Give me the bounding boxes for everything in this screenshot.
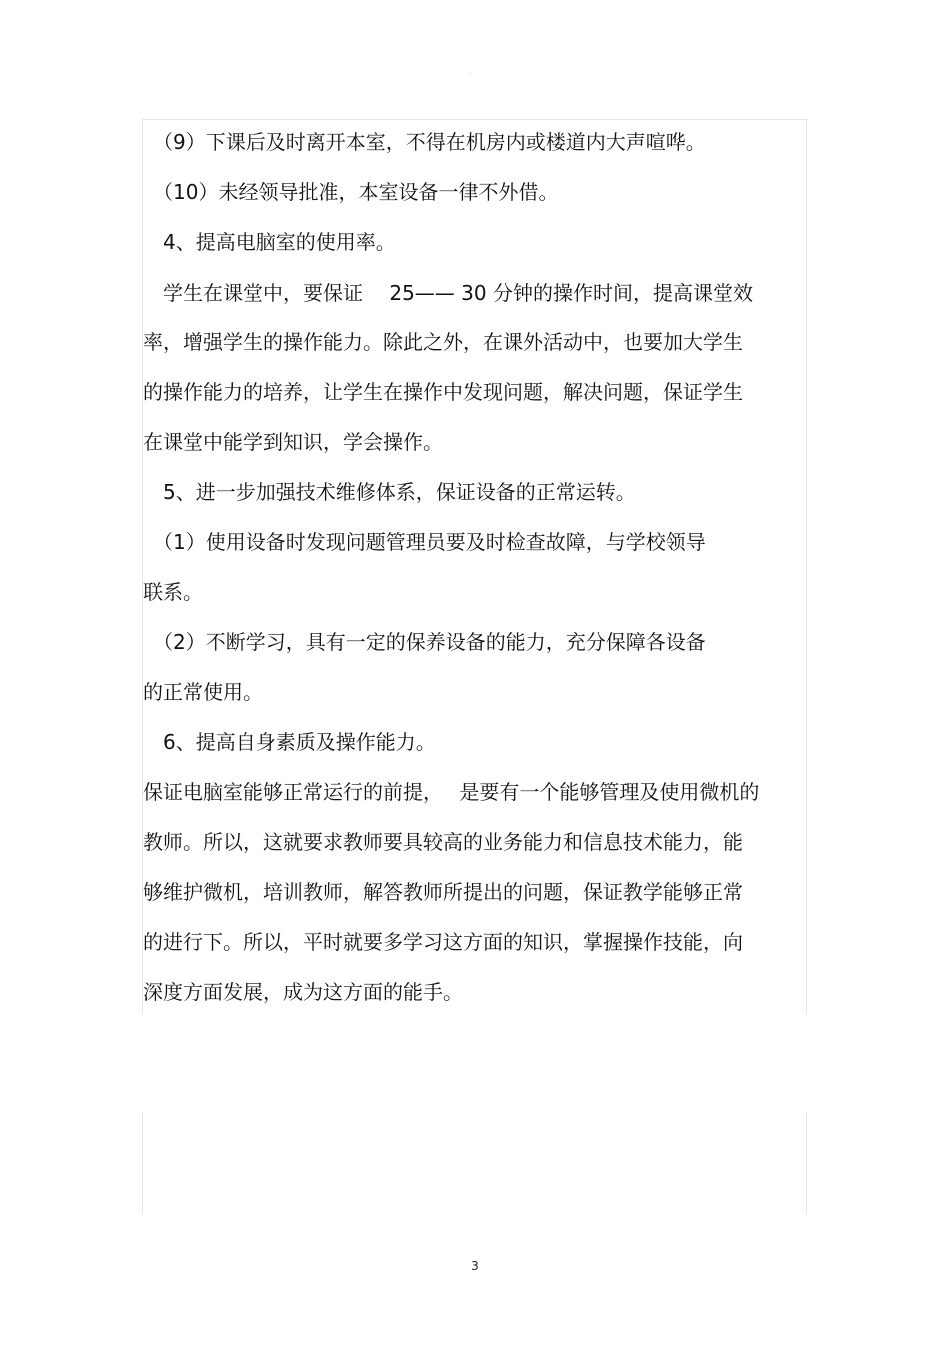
text-line-item-1: （1）使用设备时发现问题管理员要及时检查故障，与学校领导 <box>143 530 706 554</box>
text-line: 的进行下。所以，平时就要多学习这方面的知识，掌握操作技能，向 <box>143 930 743 954</box>
text-line-heading-5: 5、进一步加强技术维修体系，保证设备的正常运转。 <box>143 480 636 504</box>
text-line: 够维护微机，培训教师，解答教师所提出的问题，保证教学能够正常 <box>143 880 743 904</box>
text-line: 率，增强学生的操作能力。除此之外，在课外活动中，也要加大学生 <box>143 330 743 354</box>
text-line-heading-4: 4、提高电脑室的使用率。 <box>143 230 396 254</box>
text-line-rule-10: （10）未经领导批准，本室设备一律不外借。 <box>143 180 559 204</box>
text-line: 的操作能力的培养，让学生在操作中发现问题，解决问题，保证学生 <box>143 380 743 404</box>
text-line: 深度方面发展，成为这方面的能手。 <box>143 980 463 1004</box>
text-line: 的正常使用。 <box>143 680 263 704</box>
frame-top-border <box>142 119 807 120</box>
header-mark: · <box>469 70 472 79</box>
page-number: 3 <box>471 1259 479 1273</box>
frame-left-border-lower <box>142 1112 143 1214</box>
text-line-item-2: （2）不断学习，具有一定的保养设备的能力，充分保障各设备 <box>143 630 706 654</box>
text-line: 在课堂中能学到知识，学会操作。 <box>143 430 443 454</box>
text-line: 联系。 <box>143 580 203 604</box>
text-line: 保证电脑室能够正常运行的前提， 是要有一个能够管理及使用微机的 <box>143 780 760 804</box>
text-line: 教师。所以，这就要求教师要具较高的业务能力和信息技术能力，能 <box>143 830 743 854</box>
text-line-heading-6: 6、提高自身素质及操作能力。 <box>143 730 436 754</box>
frame-right-border <box>806 119 807 1014</box>
frame-right-border-lower <box>806 1112 807 1214</box>
text-line-rule-9: （9）下课后及时离开本室，不得在机房内或楼道内大声喧哗。 <box>143 130 706 154</box>
text-line: 学生在课堂中，要保证 25—— 30 分钟的操作时间，提高课堂效 <box>143 281 753 305</box>
